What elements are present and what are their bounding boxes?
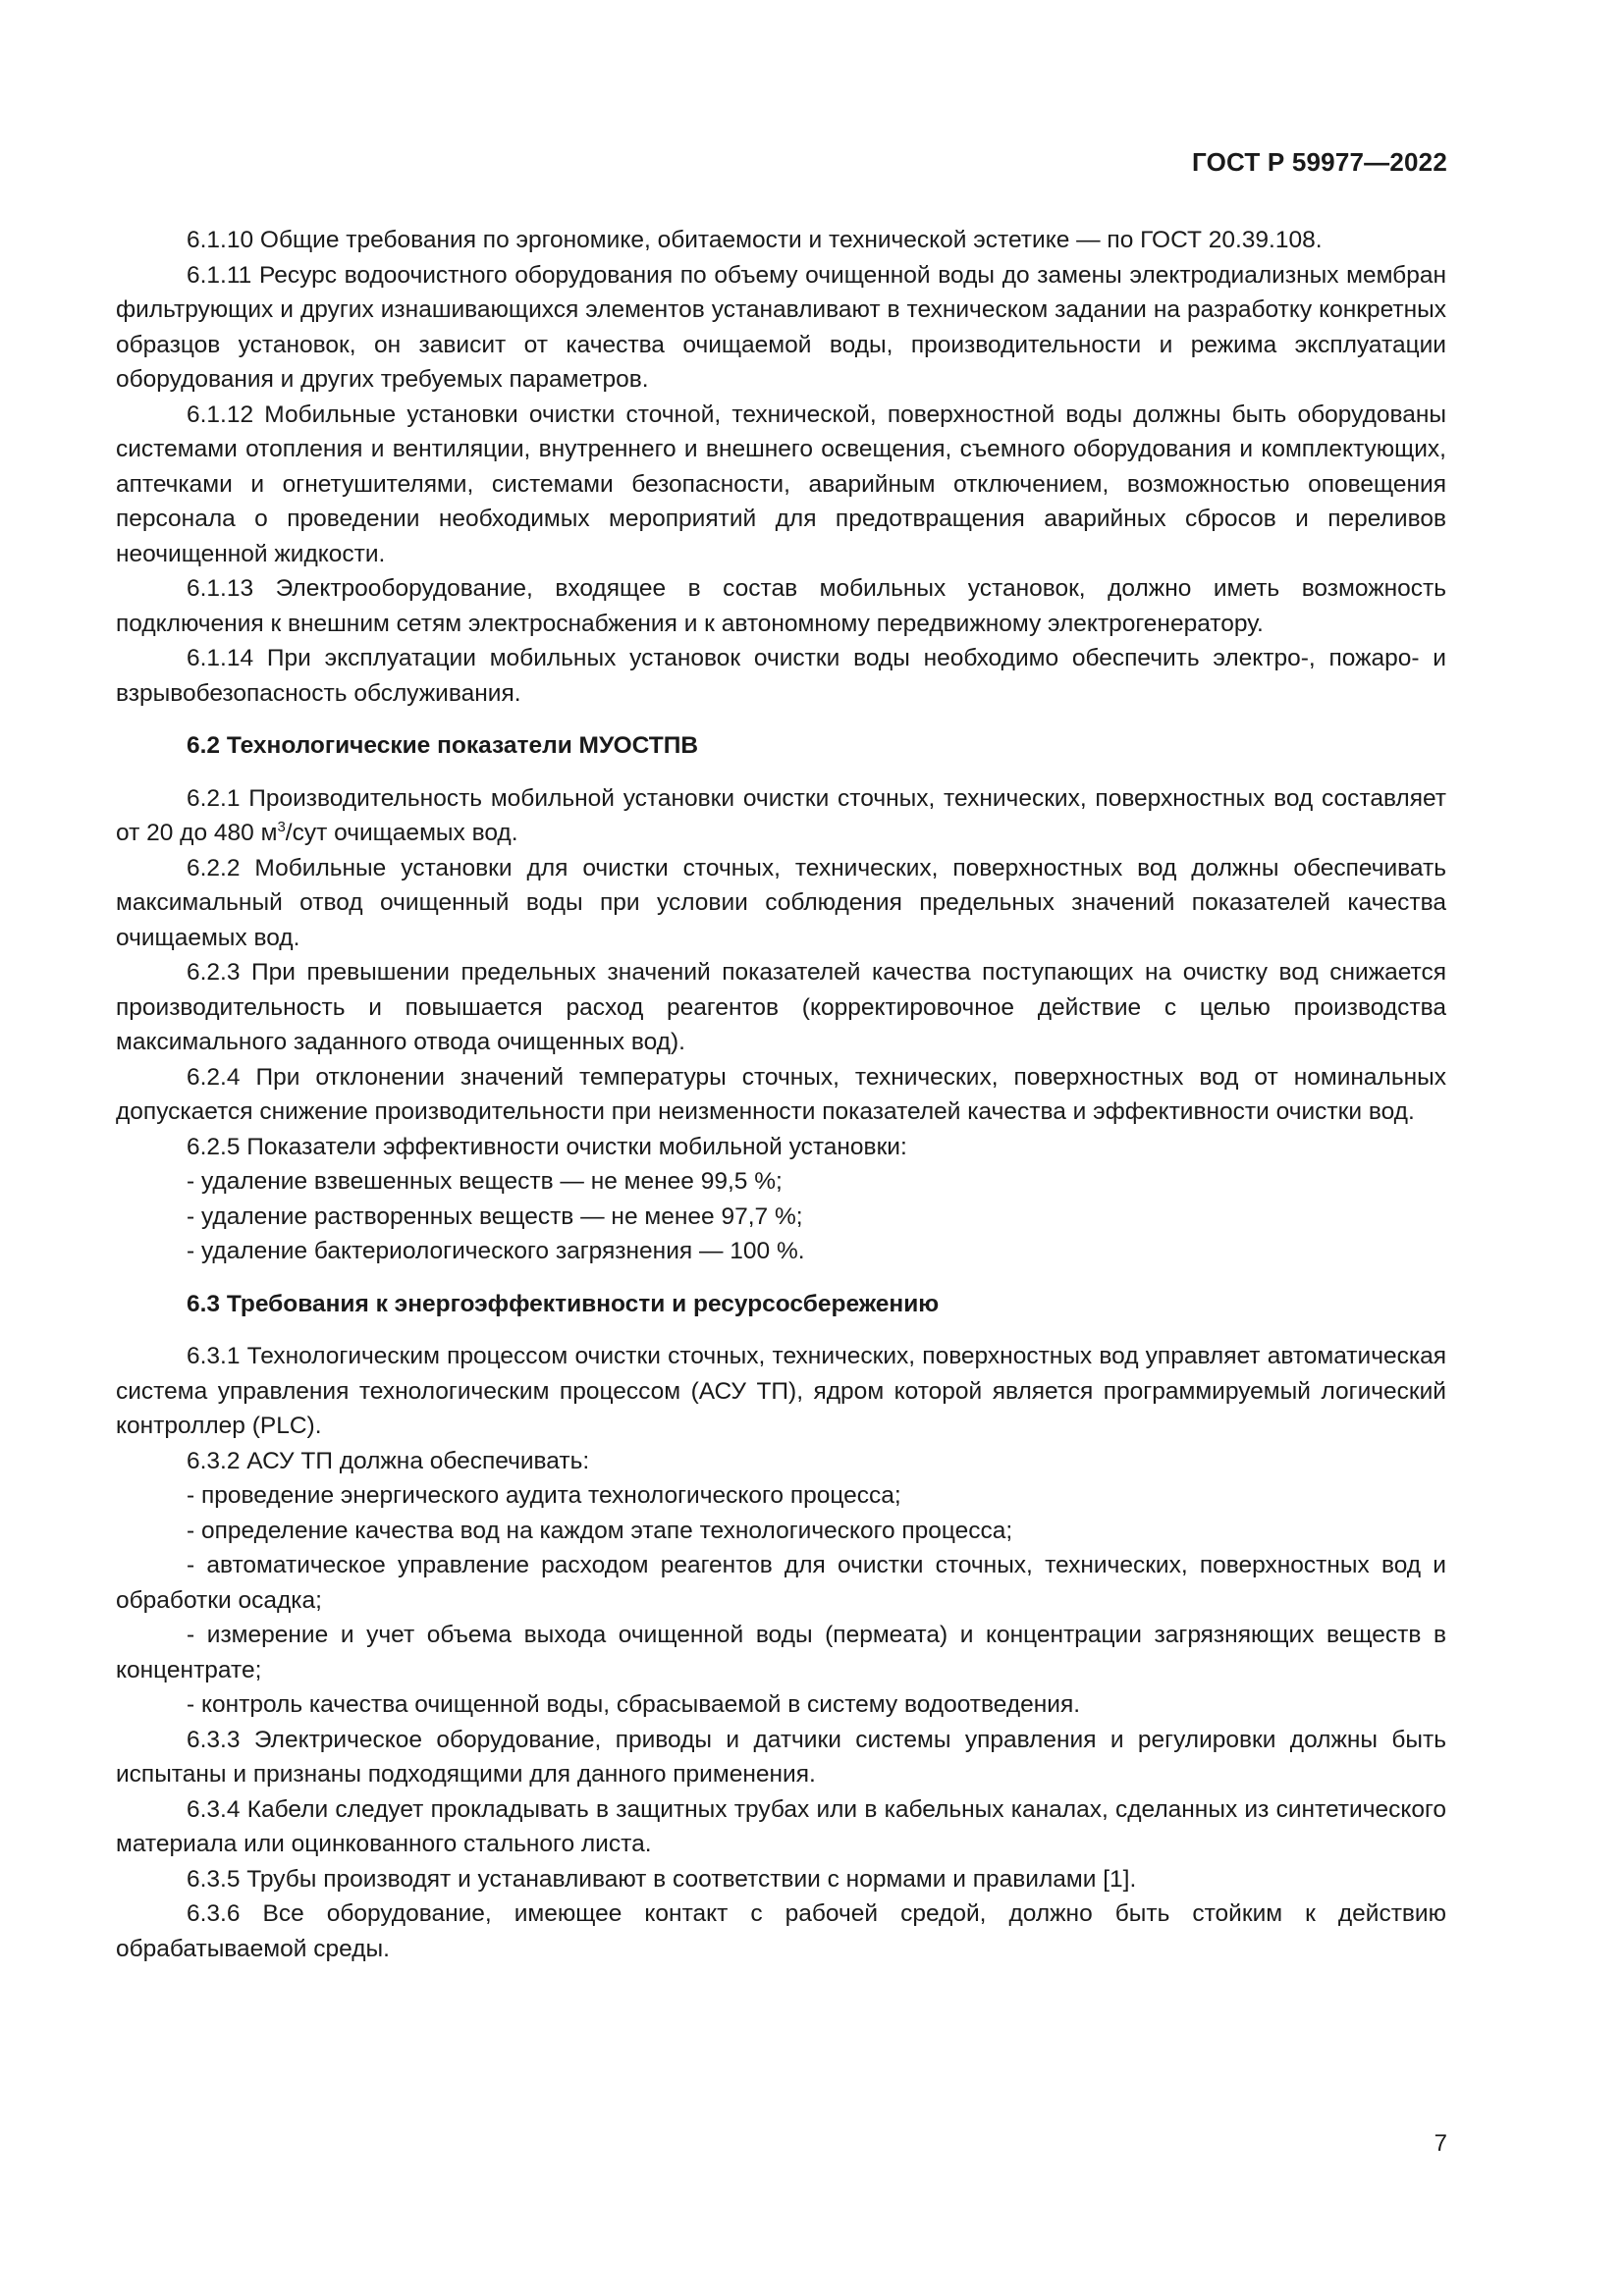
clause-6-3-6: 6.3.6 Все оборудование, имеющее контакт с рабочей средой, должно быть стойким к действию обрабатываемой среды. — [116, 1900, 1446, 1962]
clause-6-3-1: 6.3.1 Технологическим процессом очистки сточных, технических, поверхностных вод управляет автоматическая система управления технологическим процессом (АСУ ТП), ядром которой является программируемый логический контроллер (PLC). — [116, 1343, 1446, 1439]
clause-6-1-12: 6.1.12 Мобильные установки очистки сточной, технической, поверхностной воды должны быть оборудованы системами отопления и вентиляции, внутреннего и внешнего освещения, съемного оборудования и комплектующих, аптечками и огнетушителями, системами безопасности, аварийным отключением, возможностью оповещения персонала о проведении необходимых мероприятий для предотвращения аварийных сбросов и переливов неочищенной жидкости. — [116, 400, 1446, 567]
clause-6-3-4: 6.3.4 Кабели следует прокладывать в защитных трубах или в кабельных каналах, сделанных из синтетического материала или оцинкованного стального листа. — [116, 1795, 1446, 1857]
document-body — [116, 223, 1446, 1966]
clause-6-1-14: 6.1.14 При эксплуатации мобильных установок очистки воды необходимо обеспечить электро-, пожаро- и взрывобезопасность обслуживания. — [116, 645, 1446, 707]
clause-6-2-1-text-start: 6.2.1 Производительность мобильной установки очистки сточных, технических, поверхностных вод составляет от 20 до 480 м — [116, 784, 1446, 846]
clause-6-1-13: 6.1.13 Электрооборудование, входящее в состав мобильных установок, должно иметь возможность подключения к внешним сетям электроснабжения и к автономному передвижному электрогенератору. — [116, 575, 1446, 637]
clause-6-2-2: 6.2.2 Мобильные установки для очистки сточных, технических, поверхностных вод должны обеспечивать максимальный отвод очищенный воды при условии соблюдения предельных значений показателей качества очищаемых вод. — [116, 854, 1446, 951]
list-item: - удаление растворенных веществ — не менее 97,7 %; — [187, 1202, 803, 1230]
clause-6-2-1-text-end: /сут очищаемых вод. — [285, 820, 518, 846]
clause-6-3-2: 6.3.2 АСУ ТП должна обеспечивать: — [187, 1447, 590, 1474]
clause-6-2-5: 6.2.5 Показатели эффективности очистки мобильной установки: — [187, 1133, 907, 1160]
list-item: - измерение и учет объема выхода очищенной воды (пермеата) и концентрации загрязняющих веществ в концентрате; — [116, 1622, 1446, 1683]
list-item: - определение качества вод на каждом этапе технологического процесса; — [187, 1517, 1013, 1544]
clause-6-3-3: 6.3.3 Электрическое оборудование, приводы и датчики системы управления и регулировки должны быть испытаны и признаны подходящими для данного применения. — [116, 1726, 1446, 1788]
section-6-3-title: 6.3 Требования к энергоэффективности и ресурсосбережению — [187, 1290, 940, 1317]
list-item: - контроль качества очищенной воды, сбрасываемой в систему водоотведения. — [187, 1691, 1081, 1718]
cubic-superscript: 3 — [277, 818, 286, 835]
clause-6-3-5: 6.3.5 Трубы производят и устанавливают в соответствии с нормами и правилами [1]. — [187, 1865, 1137, 1893]
clause-6-2-3: 6.2.3 При превышении предельных значений показателей качества поступающих на очистку вод снижается производительность и повышается расход реагентов (корректировочное действие с целью производства максимального заданного отвода очищенных вод). — [116, 959, 1446, 1055]
page-number: 7 — [1434, 2130, 1447, 2157]
list-item: - проведение энергического аудита технологического процесса; — [187, 1482, 901, 1509]
clause-6-2-1 — [116, 781, 1446, 851]
clause-6-1-10: 6.1.10 Общие требования по эргономике, обитаемости и технической эстетике — по ГОСТ 20.39.108. — [187, 227, 1323, 253]
clause-6-2-4: 6.2.4 При отклонении значений температуры сточных, технических, поверхностных вод от номинальных допускается снижение производительности при неизменности показателей качества и эффективности очистки вод. — [116, 1063, 1446, 1125]
section-6-2-title: 6.2 Технологические показатели МУОСТПВ — [187, 732, 699, 759]
list-item: - удаление взвешенных веществ — не менее 99,5 %; — [187, 1168, 783, 1195]
clause-6-1-11: 6.1.11 Ресурс водоочистного оборудования по объему очищенной воды до замены электродиализных мембран фильтрующих и других изнашивающихся элементов устанавливают в техническом задании на разработку конкретных образцов установок, он зависит от качества очищаемой воды, производительности и режима эксплуатации оборудования и других требуемых параметров. — [116, 261, 1446, 393]
document-code: ГОСТ Р 59977—2022 — [1192, 147, 1447, 177]
list-item: - удаление бактериологического загрязнения — 100 %. — [187, 1238, 805, 1264]
list-item: - автоматическое управление расходом реагентов для очистки сточных, технических, поверхностных вод и обработки осадка; — [116, 1552, 1446, 1614]
